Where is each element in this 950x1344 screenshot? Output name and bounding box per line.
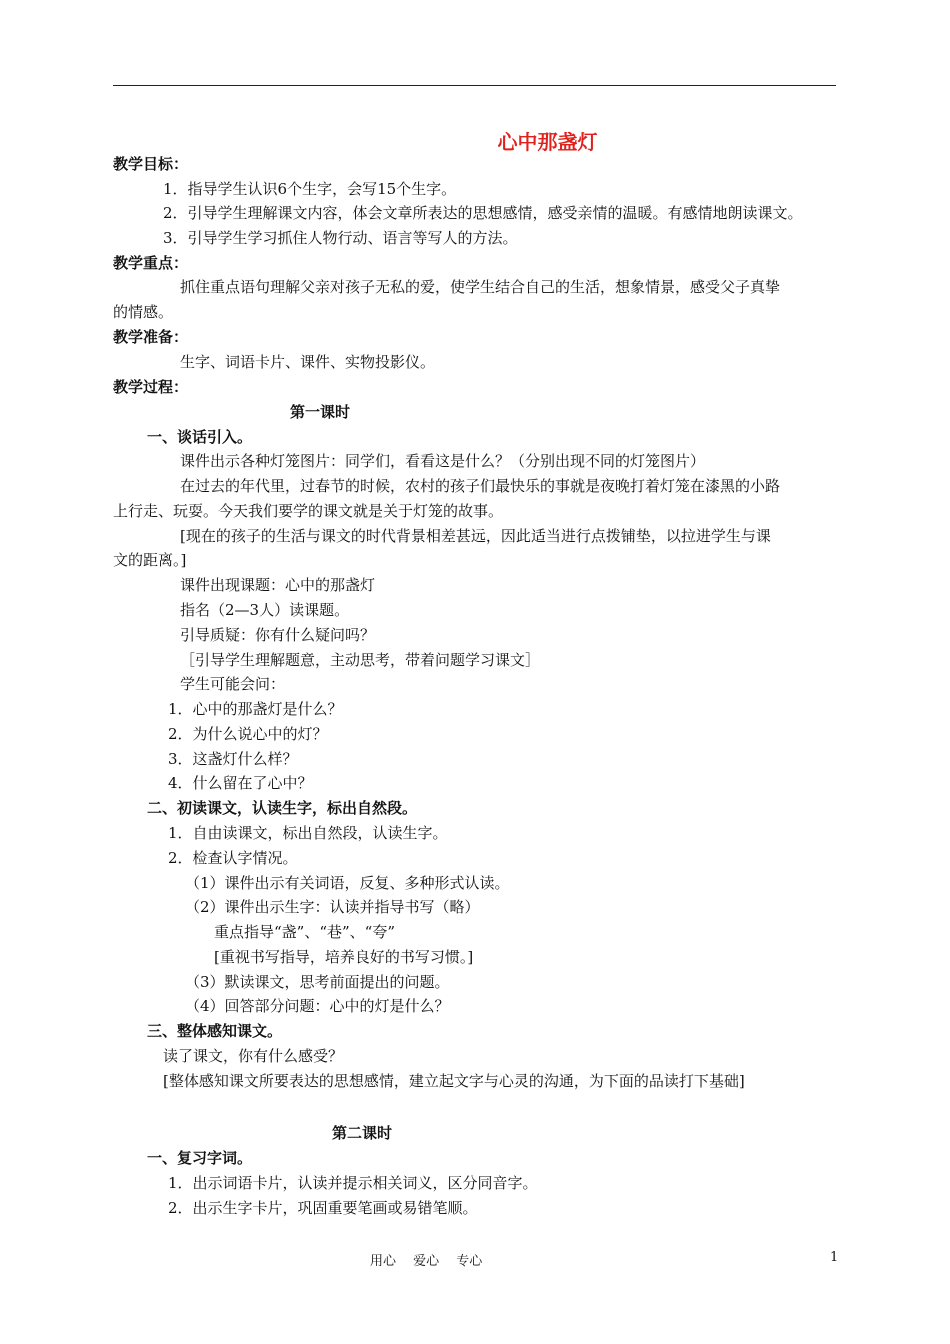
section-heading: 教学准备： (113, 328, 189, 346)
section-heading: 一、复习字词。 (147, 1149, 253, 1167)
text-line: 上行走、玩耍。今天我们要学的课文就是关于灯笼的故事。 (113, 502, 504, 520)
text-line: 2．引导学生理解课文内容，体会文章所表达的思想感情，感受亲情的温暖。有感情地朗读课文。 (163, 204, 803, 222)
section-heading: 教学目标： (113, 155, 189, 173)
text-line: 课件出现课题：心中的那盏灯 (180, 576, 376, 594)
text-line: 3．引导学生学习抓住人物行动、语言等写人的方法。 (163, 229, 518, 247)
text-line: （2）课件出示生字：认读并指导书写（略） (185, 898, 480, 916)
text-line: 的情感。 (113, 303, 174, 321)
text-line: 1．心中的那盏灯是什么？ (168, 700, 343, 718)
text-line: （3）默读课文，思考前面提出的问题。 (185, 973, 450, 991)
text-line: 抓住重点语句理解父亲对孩子无私的爱，使学生结合自己的生活，想象情景，感受父子真挚 (180, 278, 781, 296)
text-line: 1．出示词语卡片，认读并提示相关词义，区分同音字。 (168, 1174, 538, 1192)
text-line: 2．为什么说心中的灯？ (168, 725, 328, 743)
header-rule (113, 85, 836, 86)
text-line: 指名（2—3人）读课题。 (180, 601, 350, 619)
document-title: 心中那盏灯 (497, 130, 598, 154)
section-heading: 第二课时 (332, 1124, 393, 1142)
text-line: ［引导学生理解题意，主动思考，带着问题学习课文］ (180, 651, 541, 669)
text-line: 3．这盏灯什么样？ (168, 750, 298, 768)
page-number: 1 (830, 1250, 839, 1265)
text-line: 1．自由读课文，标出自然段，认读生字。 (168, 824, 448, 842)
section-heading: 教学重点： (113, 254, 189, 272)
text-line: 文的距离。] (113, 551, 187, 569)
text-line: 读了课文，你有什么感受？ (163, 1047, 344, 1065)
text-line: 2．出示生字卡片，巩固重要笔画或易错笔顺。 (168, 1199, 478, 1217)
text-line: 1．指导学生认识6个生字，会写15个生字。 (163, 180, 457, 198)
text-line: 重点指导“盏”、“巷”、“夸” (214, 923, 396, 941)
footer-motto: 用心 爱心 专心 (370, 1254, 483, 1269)
section-heading: 一、谈话引入。 (147, 428, 253, 446)
text-line: 在过去的年代里，过春节的时候，农村的孩子们最快乐的事就是夜晚打着灯笼在漆黑的小路 (180, 477, 781, 495)
text-line: [整体感知课文所要表达的思想感情，建立起文字与心灵的沟通，为下面的品读打下基础] (163, 1072, 745, 1090)
text-line: 课件出示各种灯笼图片：同学们，看看这是什么？（分别出现不同的灯笼图片） (180, 452, 706, 470)
section-heading: 二、初读课文，认读生字，标出自然段。 (147, 799, 418, 817)
text-line: 引导质疑：你有什么疑问吗？ (180, 626, 376, 644)
text-line: 生字、词语卡片、课件、实物投影仪。 (180, 353, 436, 371)
text-line: 4．什么留在了心中？ (168, 774, 313, 792)
section-heading: 三、整体感知课文。 (147, 1022, 283, 1040)
text-line: [现在的孩子的生活与课文的时代背景相差甚远，因此适当进行点拨铺垫，以拉进学生与课 (180, 527, 771, 545)
section-heading: 第一课时 (290, 403, 351, 421)
text-line: [重视书写指导，培养良好的书写习惯。] (214, 948, 474, 966)
text-line: （1）课件出示有关词语，反复、多种形式认读。 (185, 874, 510, 892)
text-line: （4）回答部分问题：心中的灯是什么？ (185, 997, 450, 1015)
section-heading: 教学过程： (113, 378, 189, 396)
text-line: 学生可能会问： (180, 675, 286, 693)
text-line: 2．检查认字情况。 (168, 849, 298, 867)
